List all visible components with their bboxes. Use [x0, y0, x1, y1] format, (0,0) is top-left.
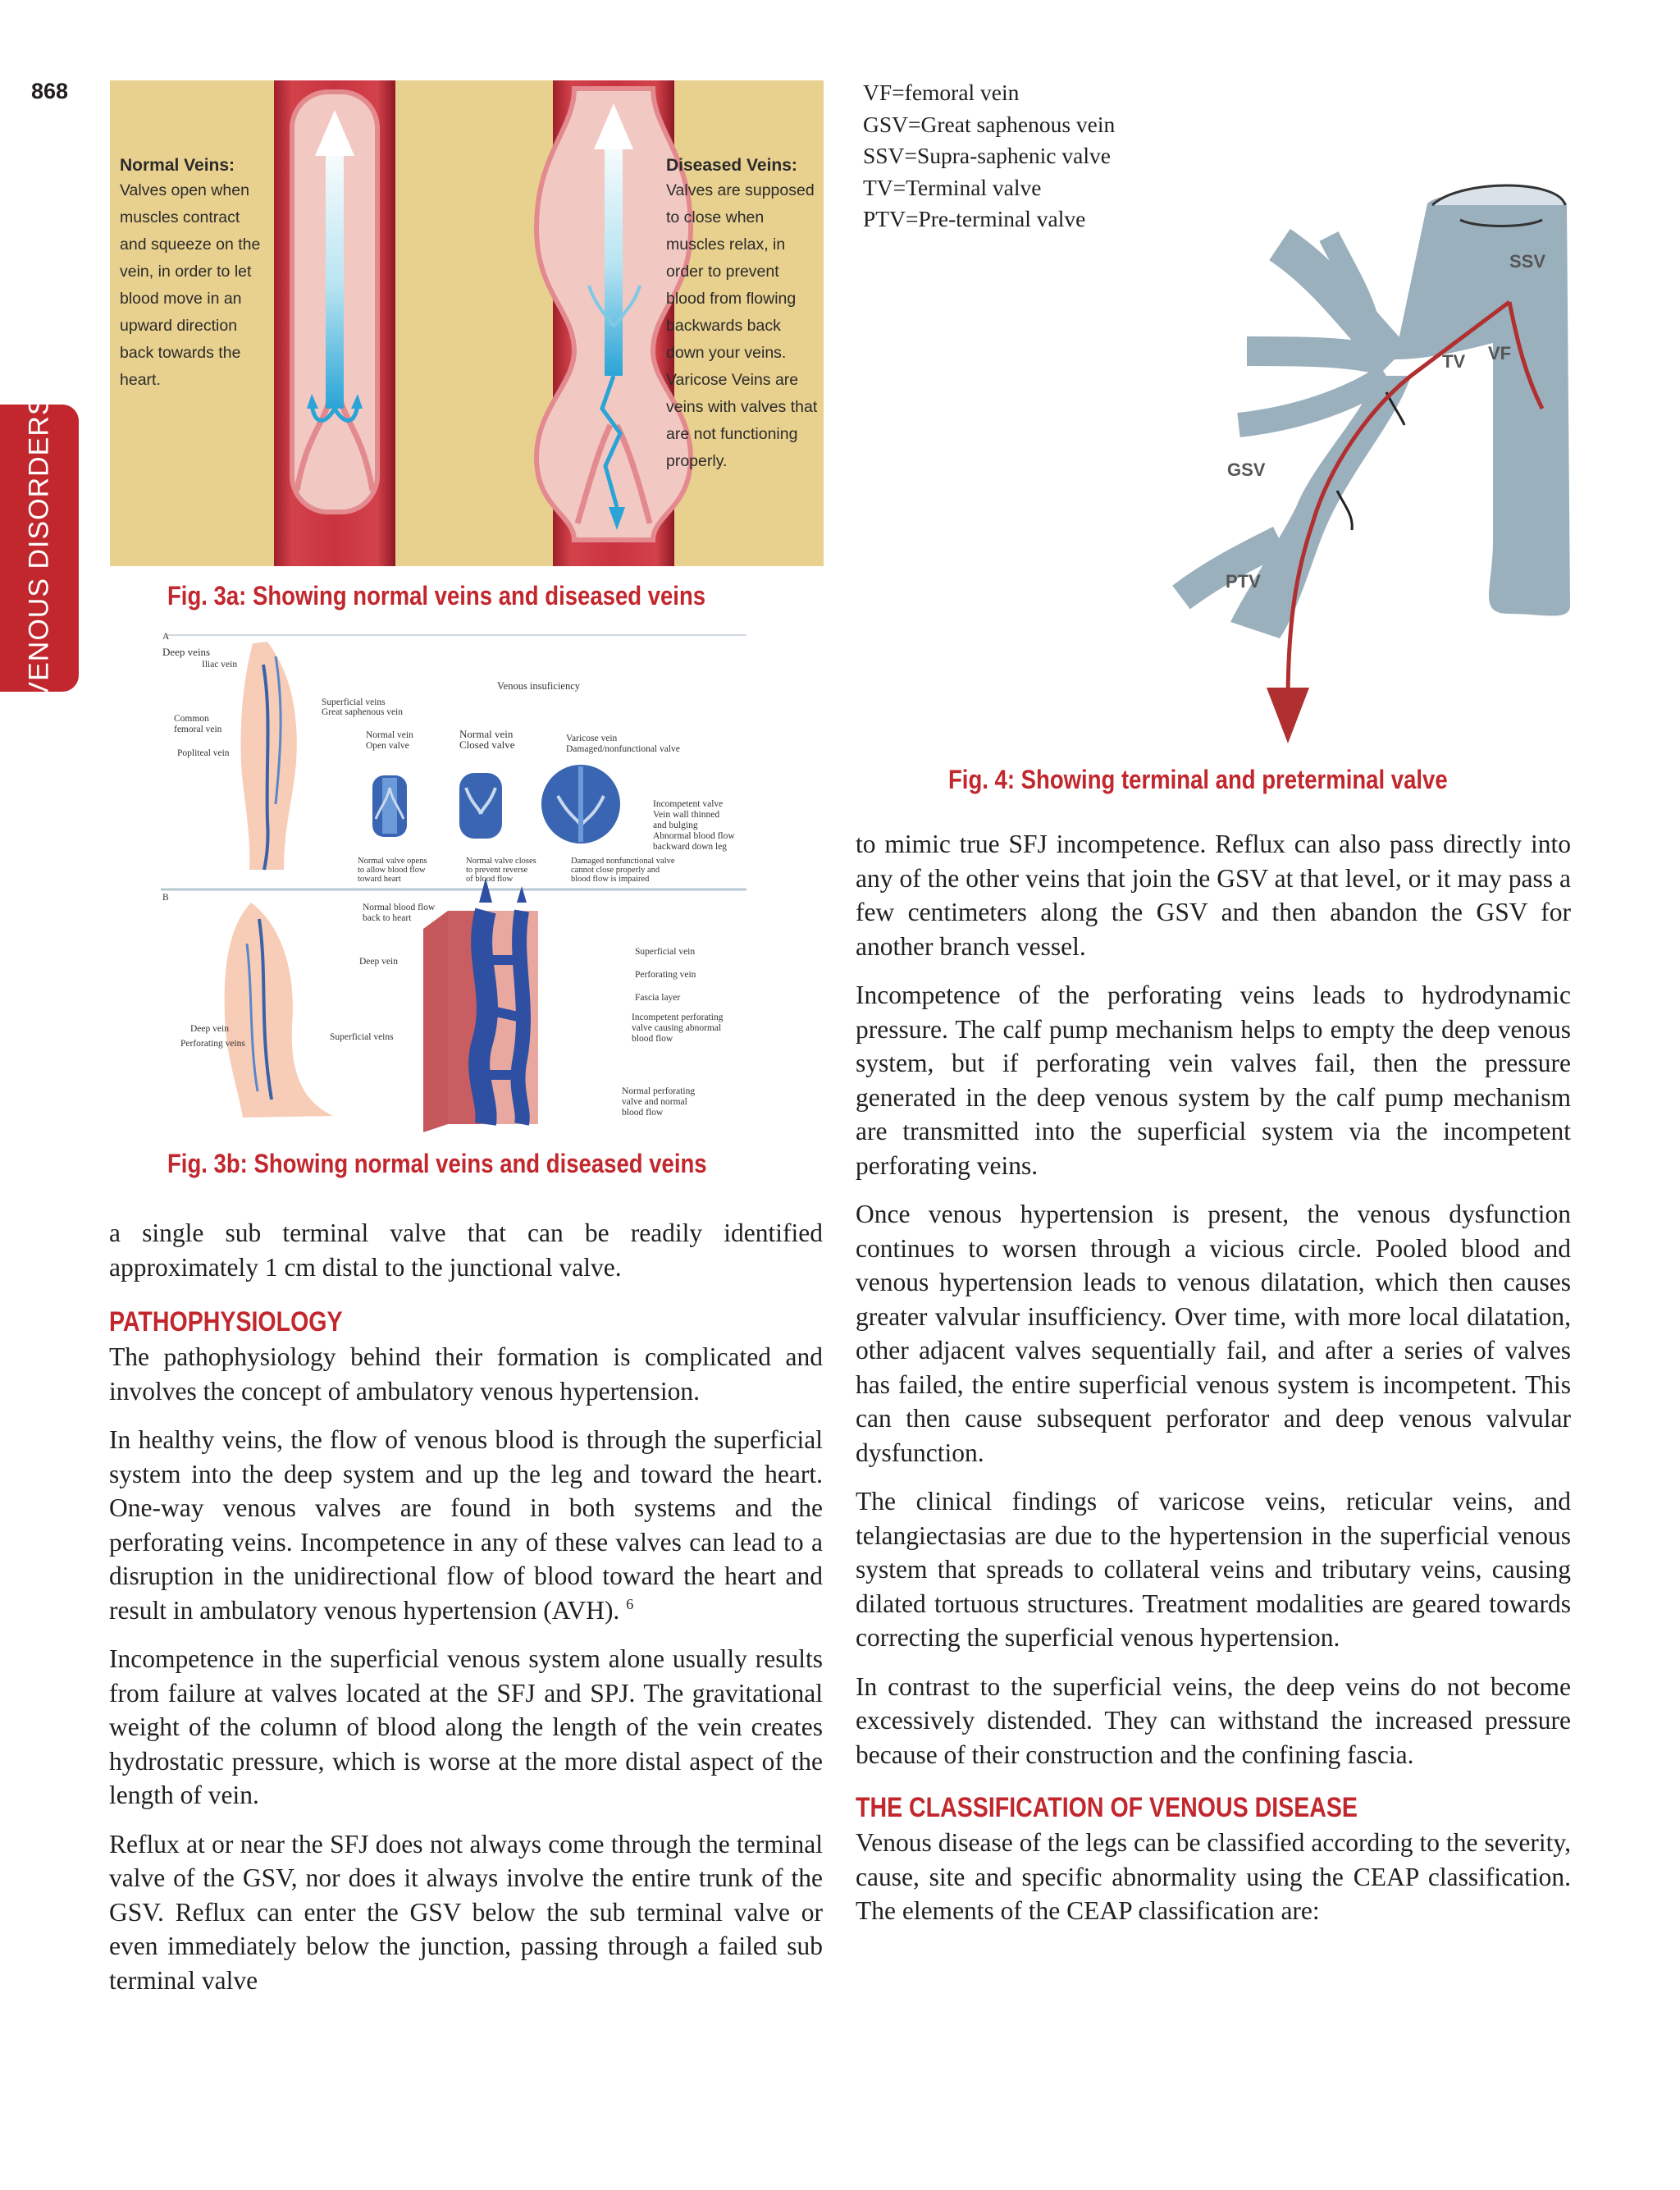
normal-veins-line: vein, in order to let	[120, 263, 252, 281]
label-panel-b: B	[162, 893, 169, 903]
label-normal-open: Normal vein Open valve	[366, 730, 413, 751]
fig4-illustration	[853, 80, 1570, 745]
diseased-veins-line: Varicose Veins are	[666, 371, 799, 389]
diseased-veins-line: are not functioning	[666, 425, 798, 443]
right-paragraph-3: Once venous hypertension is present, the venous dysfunction continues to worsen through a vicious circle. Pooled blood and venous hypertension leads to venous dilatation, which then causes greater valvular insufficiency. Over time, with more local dilatation, other adjacent valves sequentially fail, and after a series of valves has failed, the entire superficial venous system is incompetent. This can then cause subsequent perforator and deep venous valvular dysfunction.	[856, 1200, 1571, 1467]
normal-veins-line: blood move in an	[120, 290, 242, 308]
fig4-label-gsv: GSV	[1227, 459, 1266, 480]
right-paragraph-6: Venous disease of the legs can be classified according to the severity, cause, site and specific abnormality using the CEAP classification. The elements of the CEAP classification are:	[856, 1828, 1571, 1925]
label-fascia-layer: Fascia layer	[635, 993, 681, 1003]
vein-open-valve	[372, 775, 407, 837]
label-panel-a: A	[162, 632, 170, 642]
left-paragraph-4: Incompetence in the superficial venous system alone usually results from failure at valves located at the SFJ and SPJ. The gravitational weight of the column of blood along the length of the vein creates hydrostatic pressure, which is worse at the more distal aspect of the length of vein.	[109, 1644, 823, 1809]
normal-veins-line: Valves open when	[120, 181, 249, 199]
left-paragraph-1: a single sub terminal valve that can be readily identified approximately 1 cm distal to the junctional valve.	[109, 1218, 823, 1282]
normal-veins-line: back towards the	[120, 344, 241, 362]
diseased-veins-line: Valves are supposed	[666, 181, 815, 199]
label-normal-perforating: Normal perforating valve and normal blood flow	[622, 1086, 696, 1118]
page-number: 868	[31, 79, 69, 103]
label-superficial-vein: Superficial vein	[635, 947, 696, 957]
label-deep-veins: Deep veins	[162, 646, 211, 658]
heading-pathophysiology: PATHOPHYSIOLOGY	[109, 1306, 343, 1337]
fig4-caption: Fig. 4: Showing terminal and preterminal valve	[948, 765, 1448, 794]
label-venous-insufficiency: Venous insuficiency	[497, 680, 581, 692]
normal-veins-title: Normal Veins:	[120, 156, 235, 175]
left-column	[109, 1216, 823, 2012]
abbreviation-item: VF=femoral vein	[863, 80, 1020, 105]
heading-classification: THE CLASSIFICATION OF VENOUS DISEASE	[856, 1792, 1358, 1823]
diseased-veins-line: backwards back	[666, 317, 781, 335]
label-common-femoral: Common femoral vein	[174, 714, 222, 734]
fig4-label-tv: TV	[1442, 351, 1466, 372]
normal-veins-line: upward direction	[120, 317, 238, 335]
tissue-cross-section	[423, 878, 538, 1132]
label-great-saphenous: Great saphenous vein	[322, 707, 403, 717]
label-deep-vein-left: Deep vein	[190, 1024, 229, 1034]
label-superficial-veins-b: Superficial veins	[330, 1032, 394, 1042]
fig3b-caption: Fig. 3b: Showing normal veins and diseased veins	[167, 1149, 707, 1178]
label-valve-closes: Normal valve closes to prevent reverse of blood flow	[466, 857, 536, 884]
reflux-arrow-head	[1267, 688, 1309, 743]
normal-veins-text	[120, 177, 276, 394]
label-superficial-veins: Superficial veins	[322, 697, 386, 707]
leg-b-shape	[225, 903, 333, 1118]
label-perforating-veins: Perforating veins	[180, 1039, 245, 1049]
figure-3a	[110, 80, 824, 566]
fig3a-caption: Fig. 3a: Showing normal veins and diseased veins	[167, 581, 706, 610]
label-normal-flow: Normal blood flow back to heart	[363, 903, 436, 923]
abbreviation-item: SSV=Supra-saphenic valve	[863, 143, 1111, 168]
normal-vein-diagram	[274, 80, 395, 566]
label-varicose: Varicose vein Damaged/nonfunctional valve	[566, 734, 680, 754]
label-iliac-vein: Iliac vein	[202, 660, 238, 670]
diseased-veins-line: down your veins.	[666, 344, 787, 362]
normal-veins-line: muscles contract	[120, 208, 240, 226]
fig4-label-vf: VF	[1488, 343, 1512, 363]
reference-6: 6	[626, 1595, 634, 1612]
left-paragraph-5: Reflux at or near the SFJ does not always come through the terminal valve of the GSV, nor does it always involve the entire trunk of the GSV. Reflux can enter the GSV below the sub terminal valve or even immediately below the junction, passing through a failed sub terminal valve	[109, 1829, 823, 1995]
diseased-veins-line: muscles relax, in	[666, 235, 786, 254]
figure-3b	[161, 632, 746, 1132]
fig4-label-ptv: PTV	[1226, 571, 1261, 592]
label-damaged-valve: Damaged nonfunctional valve cannot close properly and blood flow is impaired	[571, 857, 675, 884]
vein-closed-valve	[459, 773, 502, 839]
label-normal-closed: Normal vein Closed valve	[459, 728, 515, 751]
diseased-veins-line: to close when	[666, 208, 765, 226]
left-paragraph-3: In healthy veins, the flow of venous blood is through the superficial system into the deep system and up the leg and toward the heart. One-way venous valves are found in both systems and the perforating veins. Incompetence in any of these valves can lead to a disruption in the unidirectional flow of blood toward the heart and result in ambulatory venous hypertension (AVH). $^6$	[109, 1425, 823, 1625]
fig4-label-ssv: SSV	[1509, 251, 1546, 272]
right-paragraph-4: The clinical findings of varicose veins, reticular veins, and telangiectasias are due to the hypertension in the superficial venous system that spreads to collateral veins and tributary veins, causing dilated tortuous structures. Treatment modalities are geared towards correcting the superficial venous hypertension.	[856, 1487, 1571, 1652]
right-column	[856, 827, 1571, 1943]
vein-varicose	[541, 765, 620, 844]
normal-veins-line: heart.	[120, 371, 161, 389]
abbreviation-item: PTV=Pre-terminal valve	[863, 206, 1086, 231]
label-perforating-vein: Perforating vein	[635, 970, 696, 980]
diseased-veins-line: blood from flowing	[666, 290, 797, 308]
diseased-veins-title: Diseased Veins:	[666, 156, 797, 175]
section-tab-label: VENOUS DISORDERS	[23, 395, 55, 701]
label-popliteal: Popliteal vein	[177, 748, 230, 758]
normal-veins-line: and squeeze on the	[120, 235, 261, 254]
right-paragraph-1: to mimic true SFJ incompetence. Reflux can also pass directly into any of the other veins that join the GSV at that level, or it may pass a few centimeters along the GSV and then abandon the GSV for another branch vessel.	[856, 830, 1571, 961]
diseased-veins-line: properly.	[666, 452, 728, 470]
label-incompetent-valve: Incompetent valve Vein wall thinned and bulging Abnormal blood flow backward down leg	[653, 799, 735, 852]
right-paragraph-2: Incompetence of the perforating veins leads to hydrodynamic pressure. The calf pump mechanism helps to empty the deep venous system, but if perforating vein valves fail, then the pressure generated in the deep venous system by the calf pump mechanism are transmitted into the superficial system via the incompetent perforating veins.	[856, 981, 1571, 1180]
label-valve-opens: Normal valve opens to allow blood flow toward heart	[358, 857, 427, 884]
figure-4	[853, 80, 1570, 745]
diseased-veins-text	[666, 177, 822, 475]
section-tab	[0, 395, 79, 701]
label-incompetent-perforating: Incompetent perforating valve causing abnormal blood flow	[632, 1013, 724, 1044]
diseased-veins-line: veins with valves that	[666, 398, 818, 416]
left-paragraph-2: The pathophysiology behind their formation is complicated and involves the concept of ambulatory venous hypertension.	[109, 1342, 823, 1406]
right-paragraph-5: In contrast to the superficial veins, the deep veins do not become excessively distended. They can withstand the increased pressure because of their construction and the confining fascia.	[856, 1671, 1571, 1769]
abbreviation-item: TV=Terminal valve	[863, 174, 1042, 200]
abbreviation-item: GSV=Great saphenous vein	[863, 111, 1116, 137]
label-deep-vein-top: Deep vein	[359, 957, 398, 967]
diseased-veins-line: order to prevent	[666, 263, 779, 281]
